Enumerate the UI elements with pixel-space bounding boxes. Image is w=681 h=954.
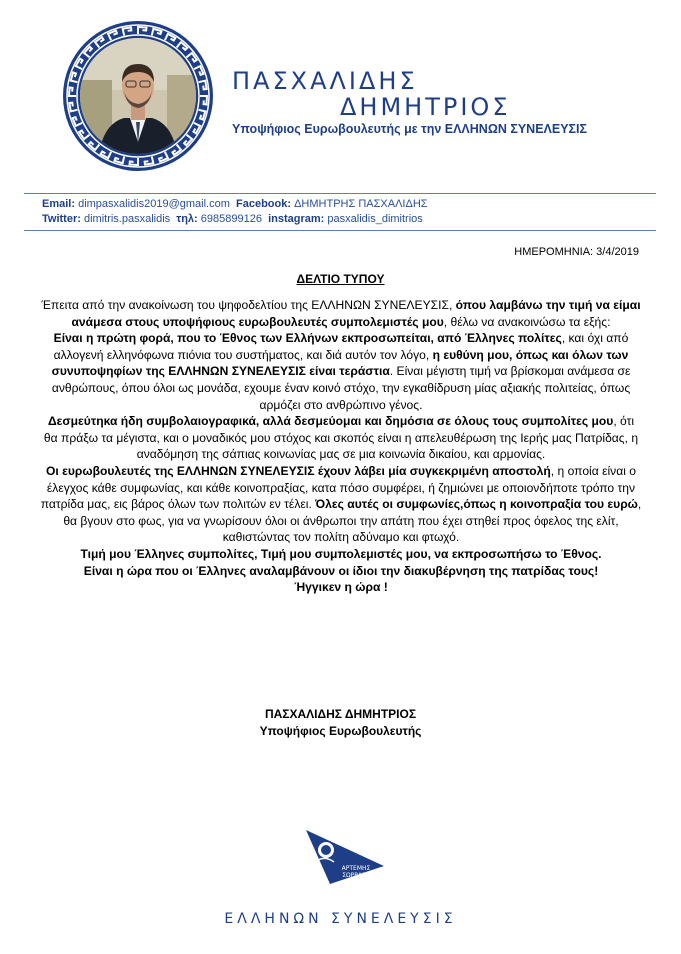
body-text: , η οποία είναι ο έλεγχος κάθε συμφωνίας, και κάθε κοινοπραξίας, κατα πόσο συμφέρει, ή ζημιώνει με οποιονδήποτε τρόπο την πατρίδα μας, εις βάρος όλων των πολιτών εν τέλει. <box>40 463 636 512</box>
body-text: . Είναι μέγιστη τιμή να βρίσκομαι ανάμεσα σε ανθρώπους, όπου όλοι ως μονάδα, εχουμε έναν κοινό στόχο, την εγκαθίδρυση μίας αξιακής πολιτείας, όπως αρμόζει στο ανθρώπινο γένος. <box>51 364 631 412</box>
body-text: , θέλω να ανακοινώσω τα εξής: <box>443 314 611 329</box>
body-paragraph <box>40 463 642 546</box>
candidate-portrait <box>62 20 214 172</box>
party-logo <box>300 826 390 888</box>
logo-text-line1: ΑΡΤΕΜΗΣ <box>341 865 371 872</box>
header-divider-top <box>24 193 656 194</box>
body-text: , και όχι από αλλογενή ελληνόφωνα πιόνια του συστήματος, και διά αυτόν τον λόγο, <box>53 331 629 362</box>
twitter-label: Twitter: <box>42 213 81 225</box>
bold-text: Όλες αυτές οι συμφωνίες,όπως η κοινοπραξία του ευρώ <box>315 497 638 512</box>
body-paragraph <box>40 563 642 580</box>
logo-text-line2: ΣΩΡΡΑΣ <box>342 872 366 879</box>
contact-line-1 <box>42 197 428 212</box>
body-paragraph <box>40 413 642 463</box>
instagram-label: instagram: <box>268 213 325 225</box>
body-paragraph <box>40 579 642 596</box>
body-text: , ότι θα πράξω τα μέγιστα, και ο μοναδικός μου στόχος και σκοπός είναι η απελευθέρωση της Ιερής μας Πατρίδας, η αναδόμηση της σάπιας κοινωνίας μας σε μια κοινωνία δικαίου, και αρμονίας. <box>43 414 639 462</box>
facebook-label: Facebook: <box>236 198 292 210</box>
portrait-photo-icon <box>62 20 214 172</box>
signature-role: Υποψήφιος Ευρωβουλευτής <box>259 724 422 738</box>
body-text: Έπειτα από την ανακοίνωση του ψηφοδελτίου της ΕΛΛΗΝΩΝ ΣΥΝΕΛΕΥΣΙΣ, <box>41 298 456 312</box>
name-second-line: ΔΗΜΗΤΡΙΟΣ <box>340 93 511 121</box>
signature-block <box>0 706 681 740</box>
document-date: ΗΜΕΡΟΜΗΝΙΑ: 3/4/2019 <box>514 246 639 258</box>
twitter-value[interactable]: dimitris.pasxalidis <box>83 213 171 225</box>
document-title: ΔΕΛΤΙΟ ΤΥΠΟΥ <box>296 272 385 286</box>
candidate-name <box>232 68 510 120</box>
press-release-body <box>40 297 642 596</box>
contact-line-2 <box>42 212 428 227</box>
footer-party-name: ΕΛΛΗΝΩΝ ΣΥΝΕΛΕΥΣΙΣ <box>224 911 457 927</box>
email-label: Email: <box>42 198 76 210</box>
instagram-value[interactable]: pasxalidis_dimitrios <box>327 213 423 225</box>
email-value[interactable]: dimpasxalidis2019@gmail.com <box>78 198 230 210</box>
bold-text: Τιμή μου Έλληνες συμπολίτες, Τιμή μου συμπολεμιστές μου, να εκπροσωπήσω το Έθνος. <box>80 546 602 561</box>
facebook-value[interactable]: ΔΗΜΗΤΡΗΣ ΠΑΣΧΑΛΙΔΗΣ <box>294 198 428 210</box>
body-paragraph <box>40 297 642 330</box>
signature-name: ΠΑΣΧΑΛΙΔΗΣ ΔΗΜΗΤΡΙΟΣ <box>264 707 417 721</box>
bold-text: Είναι η πρώτη φορά, που το Έθνος των Ελλήνων εκπροσωπείται, από Έλληνες πολίτες <box>53 331 562 346</box>
phone-value[interactable]: 6985899126 <box>200 213 262 225</box>
party-logo-icon <box>300 826 390 888</box>
body-paragraph <box>40 330 642 413</box>
bold-text: Ήγγικεν η ώρα ! <box>294 580 388 595</box>
phone-label: τηλ: <box>176 213 198 225</box>
body-text: , θα βγουν στο φως, για να γνωρίσουν όλοι οι άνθρωποι την απάτη που έχει στηθεί προς όφελος της ελίτ, καθιστώντας τον πολίτη αδύναμο και φτωχό. <box>63 497 642 545</box>
name-first-line: ΠΑΣΧΑΛΙΔΗΣ <box>232 67 418 95</box>
bold-text: Δεσμεύτηκα ήδη συμβολαιογραφικά, αλλά δεσμεύομαι και δημόσια σε όλους τους συμπολίτες μου <box>47 414 614 429</box>
bold-text: όπου λαμβάνω την τιμή να είμαι ανάμεσα στους υποψήφιους ευρωβουλευτές συμπολεμιστές μου <box>71 298 641 329</box>
header-divider-bottom <box>24 230 656 231</box>
contact-info <box>42 197 428 227</box>
bold-text: η ευθύνη μου, όπως και όλων των συνυποψηφίων της ΕΛΛΗΝΩΝ ΣΥΝΕΛΕΥΣΙΣ είναι τεράστια <box>51 347 629 379</box>
candidate-subtitle: Υποψήφιος Ευρωβουλευτής με την ΕΛΛΗΝΩΝ ΣΥΝΕΛΕΥΣΙΣ <box>232 122 588 136</box>
body-paragraph <box>40 546 642 563</box>
bold-text: Είναι η ώρα που οι Έλληνες αναλαμβάνουν οι ίδιοι την διακυβέρνηση της πατρίδας τους! <box>83 563 599 578</box>
bold-text: Οι ευρωβουλευτές της ΕΛΛΗΝΩΝ ΣΥΝΕΛΕΥΣΙΣ έχουν λάβει μία συγκεκριμένη αποστολή <box>46 463 551 478</box>
